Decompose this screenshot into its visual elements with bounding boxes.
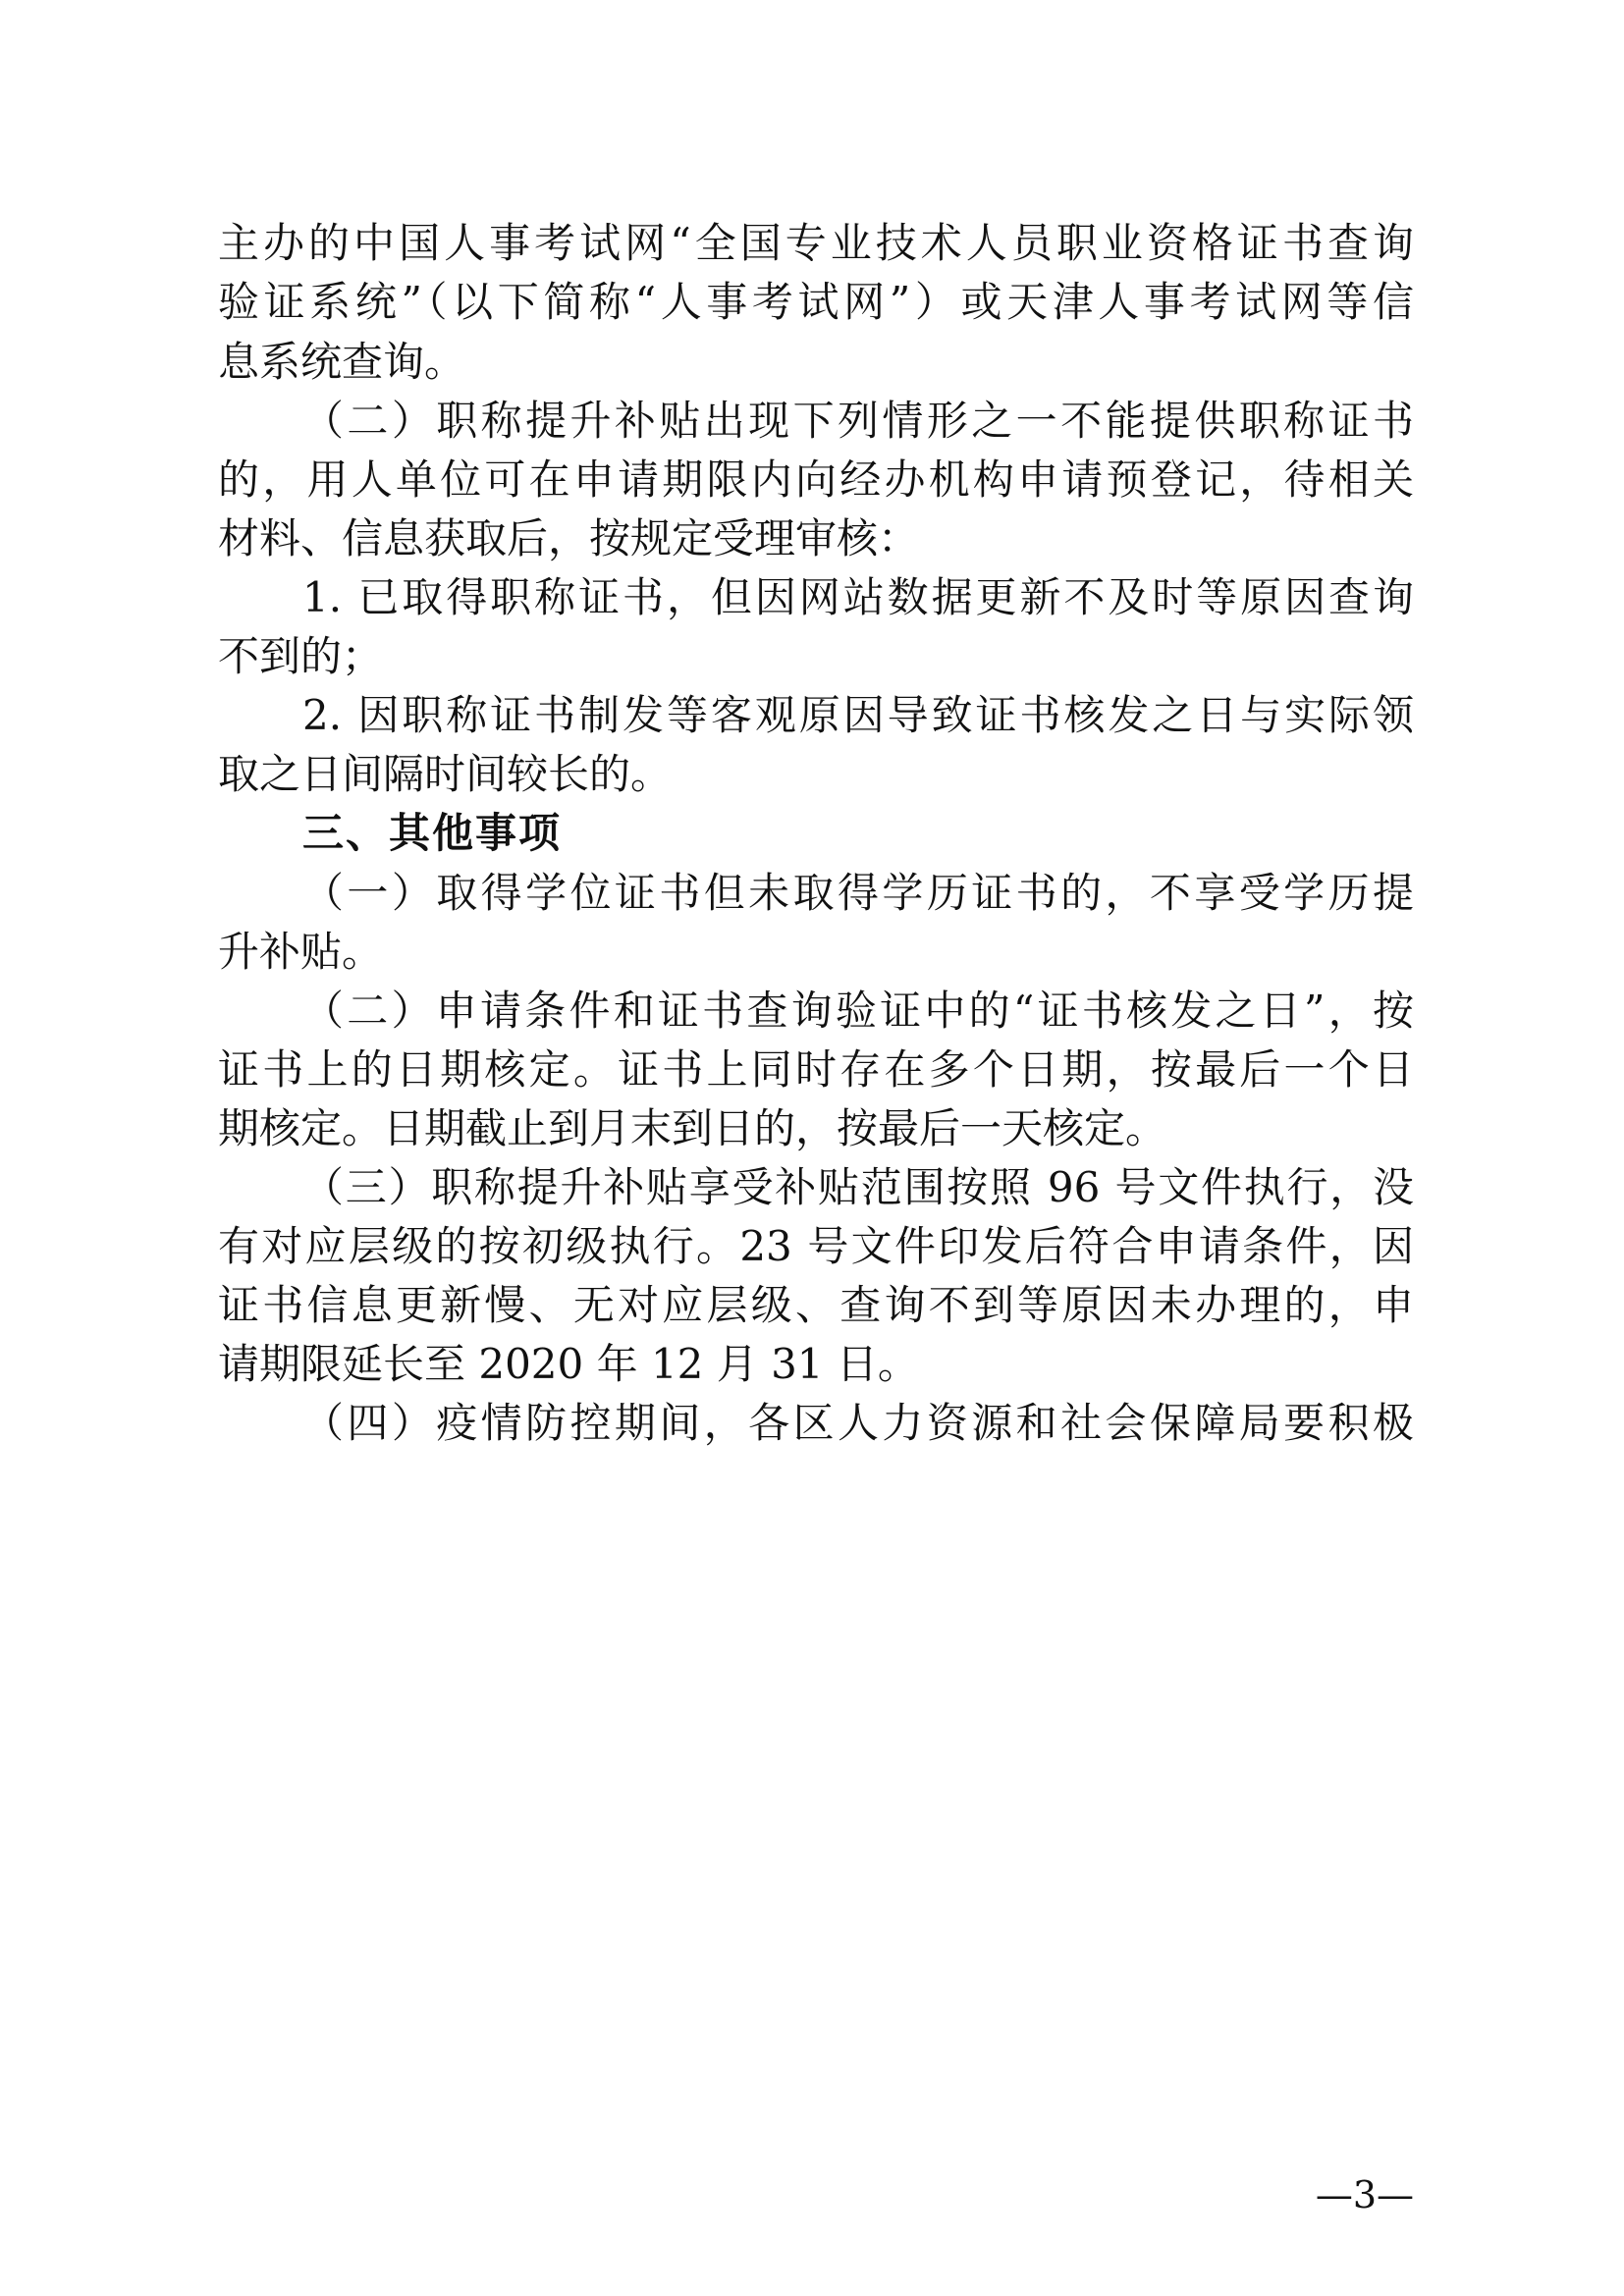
list-item-line: 不到的； — [218, 632, 384, 680]
paragraph-line: 的，用人单位可在申请期限内向经办机构申请预登记，待相关 — [218, 455, 1414, 504]
paragraph-line: （一）取得学位证书但未取得学历证书的，不享受学历提 — [302, 869, 1414, 917]
paragraph-line: 息系统查询。 — [218, 338, 466, 386]
paragraph-line: 验证系统”（以下简称“人事考试网”）或天津人事考试网等信 — [218, 278, 1414, 326]
paragraph-line: （二）申请条件和证书查询验证中的“证书核发之日”，按 — [302, 987, 1414, 1035]
paragraph-line: 主办的中国人事考试网“全国专业技术人员职业资格证书查询 — [218, 219, 1414, 267]
paragraph-line: 期核定。日期截止到月末到日的，按最后一天核定。 — [218, 1104, 1167, 1152]
list-item-line: 取之日间隔时间较长的。 — [218, 750, 673, 798]
paragraph-line: 证书上的日期核定。证书上同时存在多个日期，按最后一个日 — [218, 1045, 1414, 1094]
paragraph-line: 有对应层级的按初级执行。23 号文件印发后符合申请条件，因 — [218, 1222, 1414, 1270]
paragraph-line: 证书信息更新慢、无对应层级、查询不到等原因未办理的，申 — [218, 1281, 1414, 1329]
list-item-line: 2. 因职称证书制发等客观原因导致证书核发之日与实际领 — [302, 691, 1414, 739]
paragraph-line: 升补贴。 — [218, 928, 384, 976]
list-item-line: 1. 已取得职称证书，但因网站数据更新不及时等原因查询 — [302, 573, 1414, 621]
paragraph-line: （四）疫情防控期间，各区人力资源和社会保障局要积极 — [302, 1399, 1414, 1447]
paragraph-line: （二）职称提升补贴出现下列情形之一不能提供职称证书 — [302, 397, 1414, 445]
paragraph-line: 材料、信息获取后，按规定受理审核： — [218, 514, 920, 562]
section-heading: 三、其他事项 — [302, 809, 563, 857]
paragraph-line: 请期限延长至 2020 年 12 月 31 日。 — [218, 1340, 919, 1388]
paragraph-line: （三）职称提升补贴享受补贴范围按照 96 号文件执行，没 — [302, 1163, 1414, 1211]
page-number: —3— — [1315, 2173, 1414, 2216]
